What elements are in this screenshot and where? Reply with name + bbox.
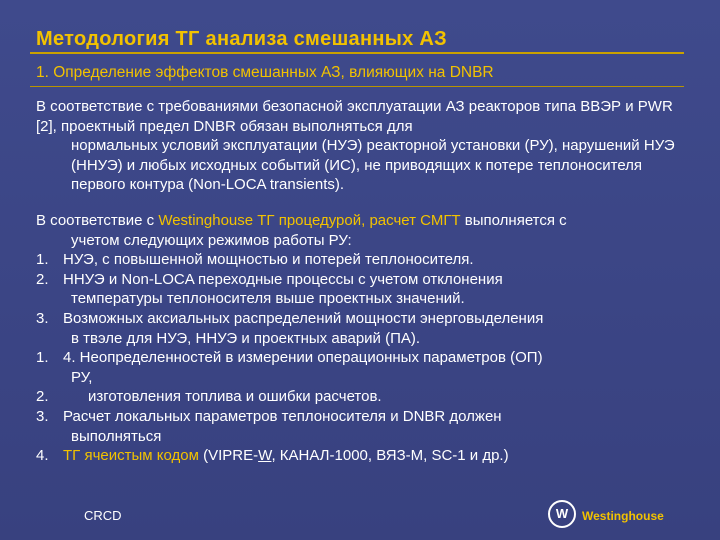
list-item [36, 250, 686, 270]
list-item [36, 446, 686, 466]
code-highlight: ТГ ячеистым кодом [63, 447, 199, 465]
item-cont: выполняться [71, 427, 162, 445]
title-underline [30, 52, 684, 54]
item-number: 1. [36, 349, 49, 367]
slide-subtitle: 1. Определение эффектов смешанных АЗ, влияющих на DNBR [36, 64, 494, 81]
slide-title: Методология ТГ анализа смешанных АЗ [36, 28, 447, 50]
item-number: 2. [36, 270, 49, 288]
item-text: 4. Неопределенностей в измерении операционных параметров (ОП) [63, 349, 543, 367]
list-item [36, 309, 686, 348]
crcd-label: CRCD [84, 508, 122, 523]
paragraph-2-cont: учетом следующих режимов работы РУ: [71, 231, 352, 249]
item-text: изготовления топлива и ошибки расчетов. [63, 388, 382, 406]
item-cont: в твэле для НУЭ, ННУЭ и проектных аварий (ПА). [71, 329, 421, 347]
list-item [36, 348, 686, 387]
subtitle-underline [30, 86, 684, 87]
item-text: НУЭ, с повышенной мощностью и потерей теплоносителя. [63, 251, 474, 269]
item-number: 1. [36, 251, 49, 269]
item-number: 2. [36, 388, 49, 406]
item-number: 4. [36, 447, 49, 465]
list-item [36, 407, 686, 446]
item-number: 3. [36, 309, 49, 327]
paragraph-requirements [36, 97, 686, 195]
procedure-highlight: Westinghouse ТГ процедурой, расчет СМГТ [158, 211, 461, 229]
item-cont: РУ, [71, 368, 93, 386]
westinghouse-logo-icon: W [548, 500, 576, 528]
list-item [36, 270, 686, 309]
paragraph-1-first: В соответствие с требованиями безопасной эксплуатации АЗ реакторов типа ВВЭР и PWR [2], проектный предел DNBR обязан выполняться для [36, 98, 673, 135]
item-text: Расчет локальных параметров теплоносителя и DNBR должен [63, 407, 502, 425]
item-cont: температуры теплоносителя выше проектных значений. [71, 290, 465, 308]
paragraph-procedure [36, 211, 686, 250]
code-list-b: , КАНАЛ-1000, ВЯЗ-М, SC-1 и др.) [271, 447, 509, 465]
item-text: ННУЭ и Non-LOCA переходные процессы с учетом отклонения [63, 270, 503, 288]
paragraph-2-suffix: выполняется с [460, 211, 567, 229]
westinghouse-brand: Westinghouse [582, 509, 664, 523]
code-list-a: (VIPRE- [198, 447, 259, 465]
paragraph-2-prefix: В соответствие с [36, 211, 159, 229]
item-number: 3. [36, 407, 49, 425]
item-text: Возможных аксиальных распределений мощности энерговыделения [63, 309, 544, 327]
paragraph-1-cont: нормальных условий эксплуатации (НУЭ) реакторной установки (РУ), нарушений НУЭ (ННУЭ) и любых исходных событий (ИС), не приводящих к потере теплоносителя первого контура (Non-LOCA transients). [71, 137, 675, 194]
list-item [36, 387, 686, 407]
code-list-w: W [258, 447, 272, 465]
slide-content [36, 97, 686, 466]
item-text [63, 446, 509, 466]
